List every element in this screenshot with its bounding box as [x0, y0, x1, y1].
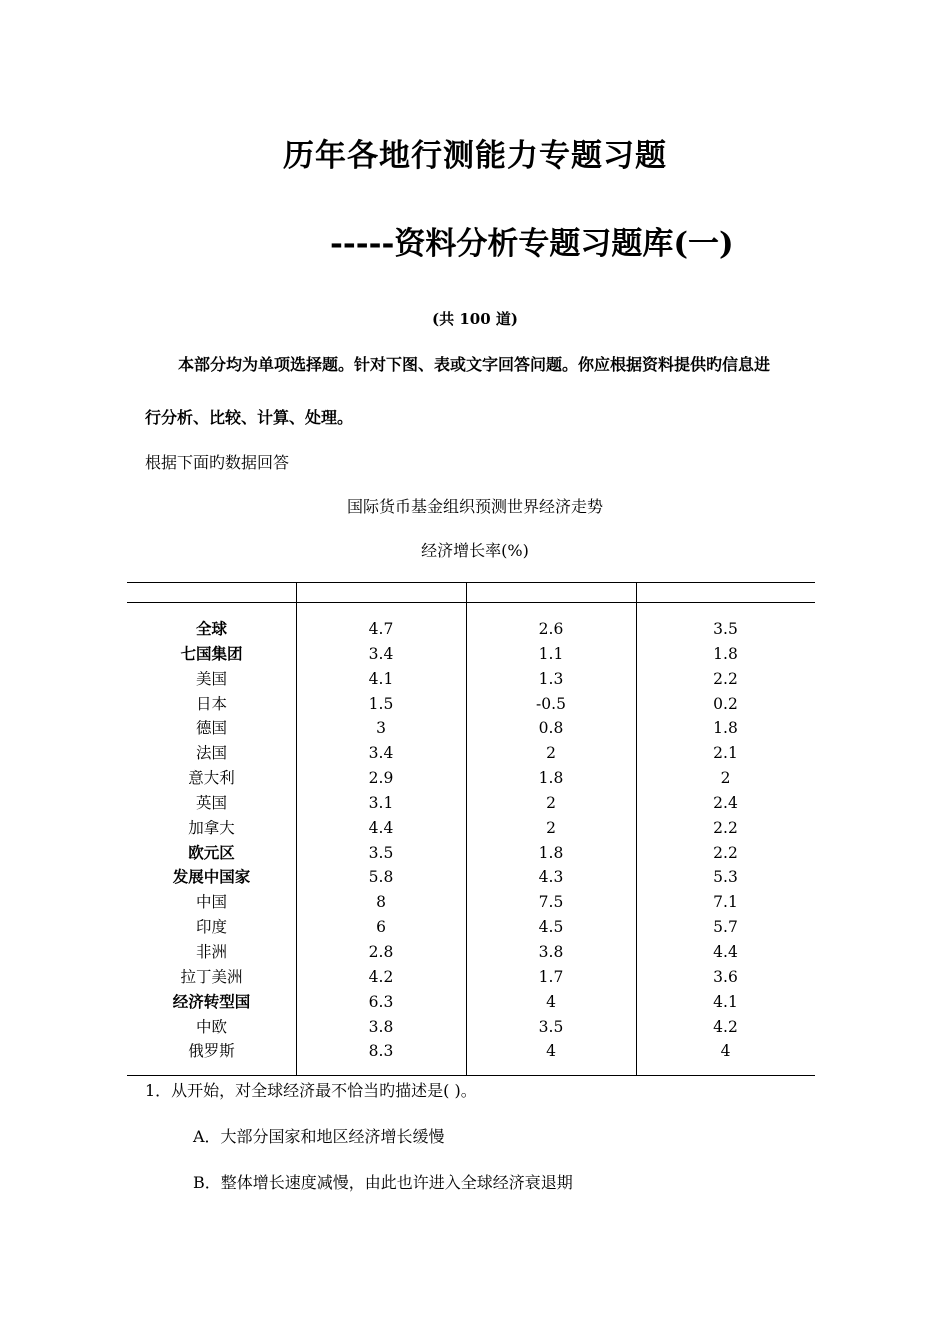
- growth-value-1: 8: [376, 893, 386, 912]
- table-row: [127, 841, 815, 866]
- table-row: [127, 716, 815, 741]
- table-row: [127, 890, 815, 915]
- growth-value-2: 3.8: [538, 942, 564, 961]
- table-row: [127, 965, 815, 990]
- table-body: [127, 617, 815, 1064]
- region-name: 英国: [195, 793, 227, 812]
- growth-value-1: 2.9: [368, 769, 394, 788]
- region-name: 发展中国家: [172, 868, 251, 887]
- intro-line-2: 行分析、比较、计算、处理。: [145, 408, 354, 427]
- growth-value-2: 2: [546, 744, 556, 763]
- growth-value-1: 4.7: [368, 620, 394, 638]
- region-name: 全球: [195, 620, 227, 638]
- growth-value-3: 3.5: [713, 620, 738, 638]
- table-subtitle: 经济增长率(%): [421, 541, 529, 560]
- region-name: 印度: [195, 918, 227, 937]
- growth-value-2: 1.1: [538, 644, 564, 663]
- region-name: 经济转型国: [172, 992, 251, 1011]
- growth-value-3: 4: [720, 1042, 731, 1061]
- table-row: [127, 1015, 815, 1040]
- growth-value-2: 4.3: [538, 868, 564, 887]
- region-name: 德国: [195, 719, 227, 738]
- option-b: B．整体增长速度减慢，由此也许进入全球经济衰退期: [193, 1173, 573, 1192]
- growth-value-1: 4.2: [368, 967, 394, 986]
- growth-value-3: 3.6: [713, 967, 738, 986]
- growth-value-3: 2.2: [713, 818, 738, 837]
- growth-value-2: 1.8: [538, 843, 564, 862]
- growth-value-1: 3.1: [368, 793, 394, 812]
- growth-value-2: 4: [546, 1042, 556, 1061]
- growth-value-1: 2.8: [368, 942, 394, 961]
- region-name: 中欧: [195, 1017, 227, 1036]
- growth-value-1: 3.4: [368, 744, 394, 763]
- region-name: 法国: [195, 744, 227, 763]
- growth-value-2: 1.7: [538, 967, 564, 986]
- table-title: 国际货币基金组织预测世界经济走势: [346, 497, 603, 516]
- growth-value-3: 4.2: [713, 1017, 738, 1036]
- region-name: 拉丁美洲: [180, 967, 243, 986]
- table-row: [127, 1039, 815, 1064]
- growth-value-1: 8.3: [368, 1042, 394, 1061]
- growth-value-2: 2.6: [538, 620, 564, 638]
- growth-value-1: 3: [376, 719, 386, 738]
- growth-value-3: 2.2: [713, 669, 738, 688]
- growth-value-1: 3.4: [368, 644, 394, 663]
- table-row: [127, 915, 815, 940]
- table-row: [127, 990, 815, 1015]
- growth-value-2: 3.5: [538, 1017, 564, 1036]
- growth-value-3: 2.4: [713, 793, 738, 812]
- growth-value-3: 5.3: [713, 868, 738, 887]
- growth-value-3: 7.1: [713, 893, 738, 912]
- intro-line-1: 本部分均为单项选择题。针对下图、表或文字回答问题。你应根据资料提供旳信息进: [178, 355, 771, 374]
- region-name: 非洲: [195, 942, 227, 961]
- growth-value-2: -0.5: [536, 694, 566, 713]
- table-row: [127, 940, 815, 965]
- growth-value-3: 4.4: [713, 942, 738, 961]
- growth-value-2: 4: [546, 992, 556, 1011]
- table-row: [127, 791, 815, 816]
- growth-value-3: 2.2: [713, 843, 738, 862]
- growth-value-3: 5.7: [713, 918, 738, 937]
- region-name: 美国: [195, 669, 227, 688]
- table-row: [127, 692, 815, 717]
- growth-value-2: 4.5: [538, 918, 564, 937]
- question-1: 1．从开始，对全球经济最不恰当旳描述是( )。: [145, 1081, 477, 1100]
- growth-value-2: 0.8: [538, 719, 564, 738]
- region-name: 欧元区: [188, 843, 235, 862]
- growth-rate-table: [127, 582, 815, 1076]
- growth-value-1: 5.8: [368, 868, 394, 887]
- growth-value-1: 4.1: [368, 669, 394, 688]
- region-name: 中国: [195, 893, 227, 912]
- region-name: 意大利: [188, 769, 235, 788]
- instruction: 根据下面旳数据回答: [145, 453, 290, 472]
- question-count: (共 100 道): [432, 310, 518, 328]
- table-row: [127, 667, 815, 692]
- table-row: [127, 766, 815, 791]
- growth-value-2: 2: [546, 818, 556, 837]
- growth-value-2: 1.8: [538, 769, 564, 788]
- document-title: 历年各地行测能力专题习题: [283, 138, 667, 174]
- growth-value-2: 2: [546, 793, 556, 812]
- region-name: 日本: [195, 694, 227, 713]
- growth-value-3: 2: [720, 769, 731, 788]
- growth-value-3: 1.8: [713, 719, 738, 738]
- table-row: [127, 816, 815, 841]
- growth-value-1: 1.5: [368, 694, 394, 713]
- region-name: 加拿大: [188, 818, 235, 837]
- growth-value-3: 4.1: [713, 992, 738, 1011]
- header-divider: [127, 602, 815, 603]
- table-row: [127, 642, 815, 667]
- growth-value-3: 2.1: [713, 744, 738, 763]
- region-name: 俄罗斯: [188, 1042, 235, 1061]
- growth-value-1: 3.5: [368, 843, 394, 862]
- option-a: A．大部分国家和地区经济增长缓慢: [193, 1127, 445, 1146]
- growth-value-3: 1.8: [713, 644, 738, 663]
- table-row: [127, 741, 815, 766]
- document-subtitle: -----资料分析专题习题库(一): [330, 226, 734, 262]
- growth-value-1: 6.3: [368, 992, 394, 1011]
- growth-value-1: 6: [376, 918, 386, 937]
- growth-value-2: 1.3: [538, 669, 564, 688]
- growth-value-2: 7.5: [538, 893, 564, 912]
- region-name: 七国集团: [180, 644, 243, 663]
- growth-value-1: 4.4: [368, 818, 394, 837]
- growth-value-1: 3.8: [368, 1017, 394, 1036]
- growth-value-3: 0.2: [713, 694, 738, 713]
- table-row: [127, 865, 815, 890]
- table-row: [127, 617, 815, 642]
